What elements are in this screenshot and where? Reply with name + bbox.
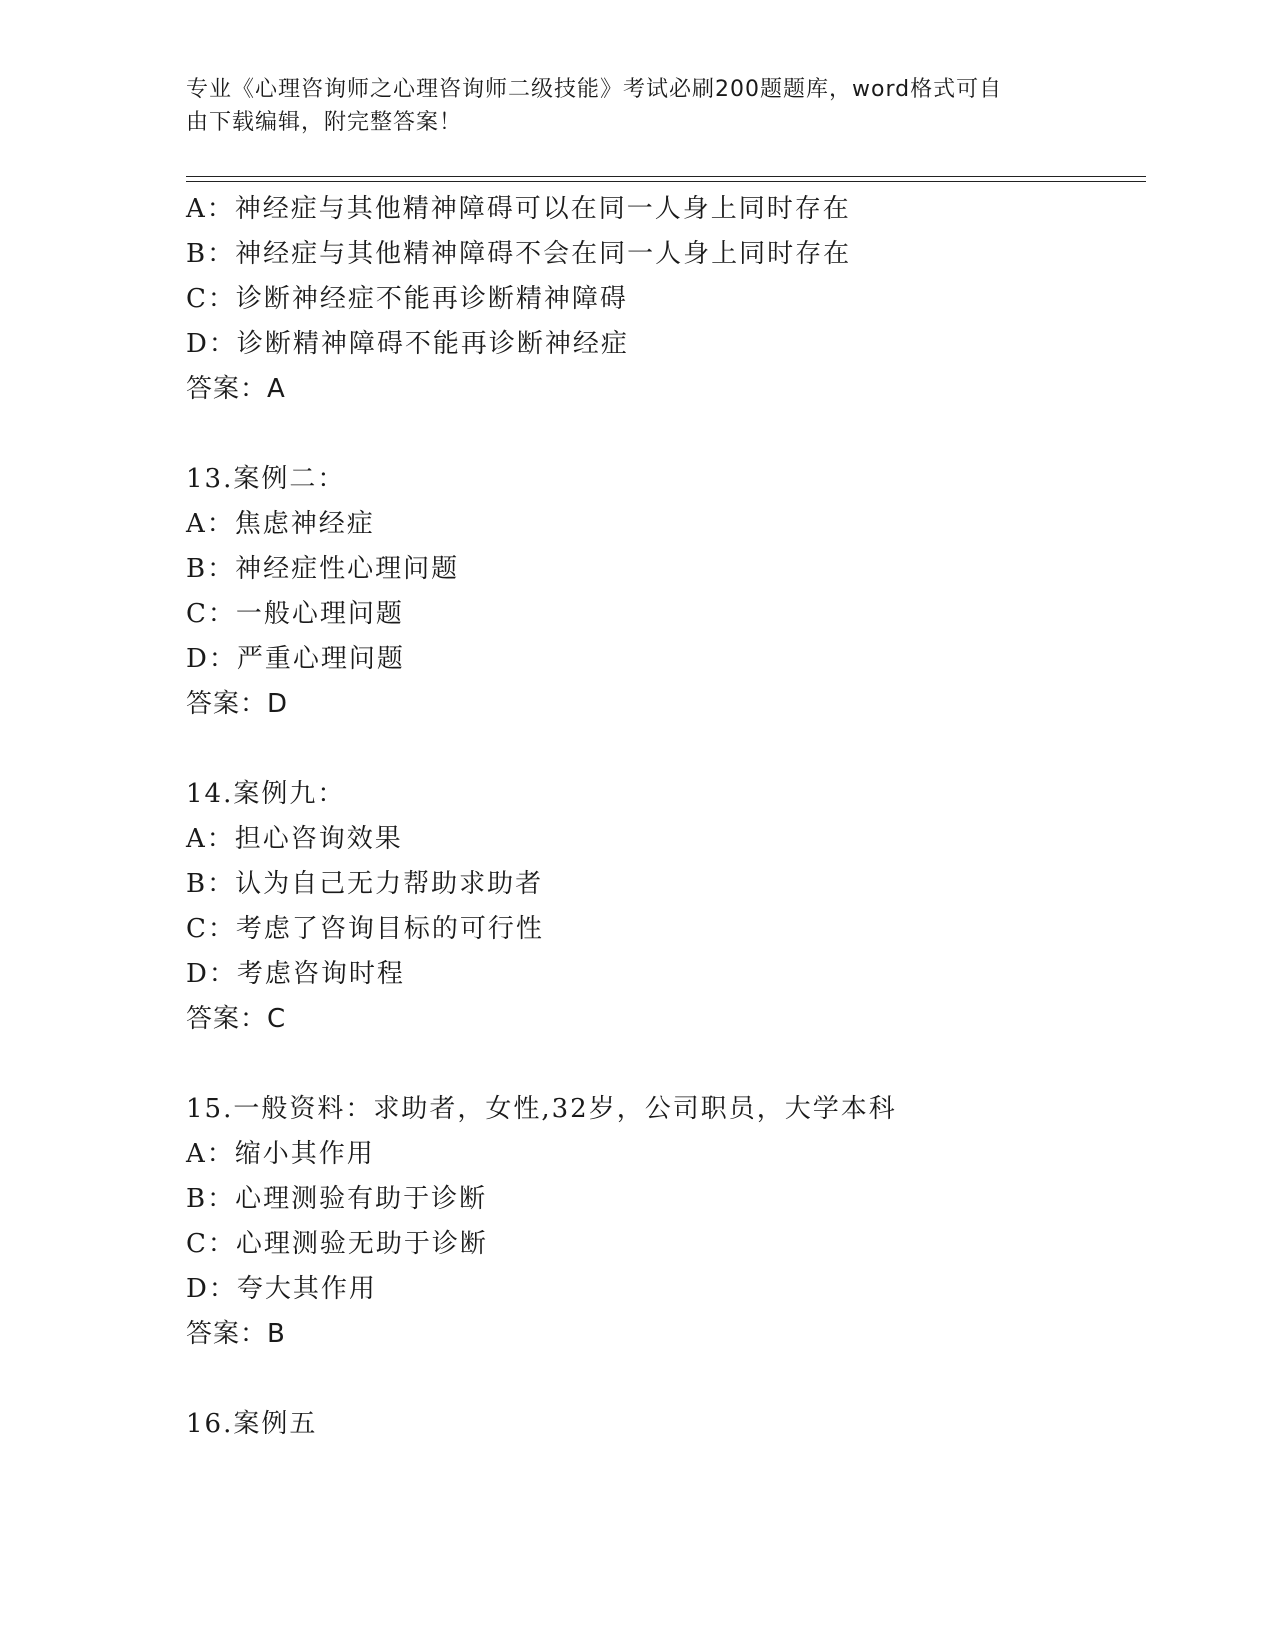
q14-option-a: A：担心咨询效果 — [186, 824, 403, 854]
q15-option-a: A：缩小其作用 — [186, 1139, 375, 1169]
header-line-1: 专业《心理咨询师之心理咨询师二级技能》考试必刷200题题库，word格式可自 — [186, 77, 1003, 102]
header-divider-bottom — [186, 181, 1146, 182]
q15-option-b: B：心理测验有助于诊断 — [186, 1184, 488, 1214]
q14-answer: 答案：C — [186, 1004, 287, 1034]
q14-option-d: D：考虑咨询时程 — [186, 959, 405, 989]
q15-option-d: D：夸大其作用 — [186, 1274, 377, 1304]
q12-option-b: B：神经症与其他精神障碍不会在同一人身上同时存在 — [186, 239, 852, 269]
q13-title: 13.案例二： — [186, 464, 346, 494]
document-header — [186, 73, 1066, 139]
q15-answer: 答案：B — [186, 1319, 286, 1349]
q12-option-d: D：诊断精神障碍不能再诊断神经症 — [186, 329, 629, 359]
q12-option-a: A：神经症与其他精神障碍可以在同一人身上同时存在 — [186, 194, 851, 224]
q13-answer: 答案：D — [186, 689, 289, 719]
q14-option-b: B：认为自己无力帮助求助者 — [186, 869, 544, 899]
q12-answer: 答案：A — [186, 374, 286, 404]
header-line-2: 由下载编辑，附完整答案！ — [186, 110, 463, 135]
q13-option-b: B：神经症性心理问题 — [186, 554, 460, 584]
q14-option-c: C：考虑了咨询目标的可行性 — [186, 914, 544, 944]
q16-title: 16.案例五 — [186, 1409, 318, 1439]
q13-option-a: A：焦虑神经症 — [186, 509, 375, 539]
q15-title: 15.一般资料：求助者，女性,32岁，公司职员，大学本科 — [186, 1094, 897, 1124]
q15-option-c: C：心理测验无助于诊断 — [186, 1229, 488, 1259]
q14-title: 14.案例九： — [186, 779, 346, 809]
q13-option-d: D：严重心理问题 — [186, 644, 405, 674]
q13-option-c: C：一般心理问题 — [186, 599, 404, 629]
header-divider-top — [186, 176, 1146, 177]
q12-option-c: C：诊断神经症不能再诊断精神障碍 — [186, 284, 628, 314]
